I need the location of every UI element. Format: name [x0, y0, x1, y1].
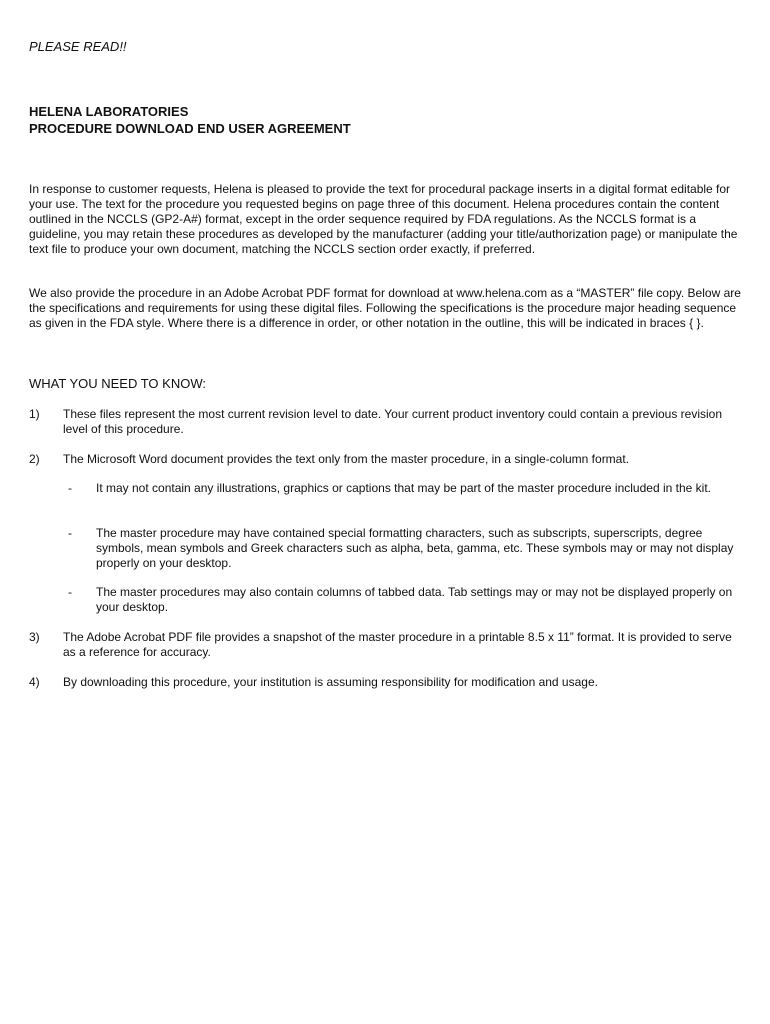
intro-paragraph: In response to customer requests, Helena is pleased to provide the text for procedural package inserts in a digital format editable for your use. The text for the procedure you requested begins on page three of this document. Helena procedures contain the content outlined in the NCCLS (GP2-A#) format, except in the order sequence required by FDA regulations. As the NCCLS format is a guideline, you may retain these procedures as developed by the manufacturer (adding your title/authorization page) or manipulate the text file to produce your own document, matching the NCCLS section order exactly, if preferred.	[29, 182, 738, 256]
item-number: 3)	[29, 630, 40, 644]
subitem-bullet: -	[68, 481, 72, 495]
section-heading: WHAT YOU NEED TO KNOW:	[29, 376, 206, 391]
subitem-text: The master procedures may also contain columns of tabbed data. Tab settings may or may not be displayed properly on your desktop.	[96, 585, 733, 614]
item-text: The Adobe Acrobat PDF file provides a snapshot of the master procedure in a printable 8.5 x 11” format. It is provided to serve as a reference for accuracy.	[63, 630, 732, 659]
subitem-bullet: -	[68, 526, 72, 540]
subitem-text: The master procedure may have contained special formatting characters, such as subscripts, superscripts, degree symbols, mean symbols and Greek characters such as alpha, beta, gamma, etc. These symbols may or may not display properly on your desktop.	[96, 526, 734, 570]
item-number: 2)	[29, 452, 40, 466]
item-text: The Microsoft Word document provides the text only from the master procedure, in a single-column format.	[63, 452, 630, 466]
item-text: By downloading this procedure, your institution is assuming responsibility for modification and usage.	[63, 675, 598, 689]
item-number: 1)	[29, 407, 40, 421]
subitem-text: It may not contain any illustrations, graphics or captions that may be part of the master procedure included in the kit.	[96, 481, 711, 495]
please-read-notice: PLEASE READ!!	[29, 39, 127, 54]
title-company: HELENA LABORATORIES	[29, 104, 189, 119]
item-text: These files represent the most current revision level to date. Your current product inventory could contain a previous revision level of this procedure.	[63, 407, 723, 436]
subitem-bullet: -	[68, 585, 72, 599]
title-agreement: PROCEDURE DOWNLOAD END USER AGREEMENT	[29, 121, 351, 136]
item-number: 4)	[29, 675, 40, 689]
pdf-paragraph: We also provide the procedure in an Adobe Acrobat PDF format for download at www.helena.com as a “MASTER” file copy. Below are the specifications and requirements for using these digital files. Following the specifications is the procedure major heading sequence as given in the FDA style. Where there is a difference in order, or other notation in the outline, this will be indicated in braces { }.	[29, 286, 741, 330]
